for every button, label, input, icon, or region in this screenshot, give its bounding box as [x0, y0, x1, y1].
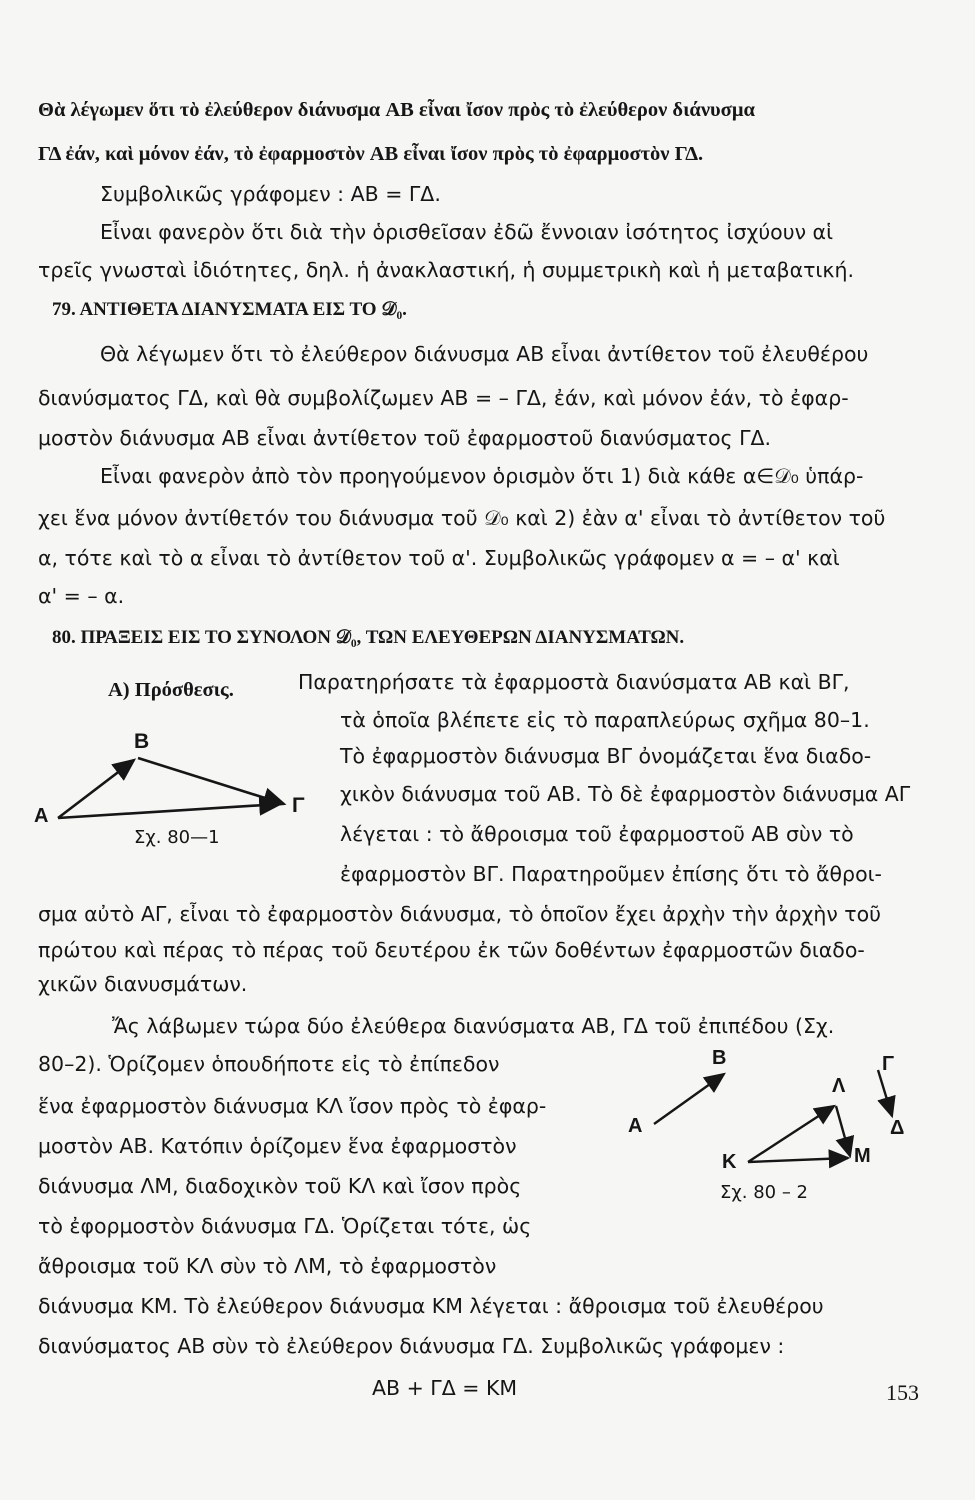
figure-caption: Σχ. 80—1	[134, 827, 220, 848]
label-g: Γ	[292, 794, 305, 817]
text-line: α, τότε καὶ τὸ α εἶναι τὸ ἀντίθετον τοῦ α'. Συμβολικῶς γράφομεν α = – α' καὶ	[38, 546, 840, 570]
vector-ab	[58, 760, 134, 818]
text-line: τὸ ἐφορμοστὸν διάνυσμα ΓΔ. Ὁρίζεται τότε, ὡς	[38, 1214, 532, 1238]
text-line: ἄθροισμα τοῦ ΚΛ σὺν τὸ ΛΜ, τὸ ἐφαρμοστὸν	[38, 1254, 497, 1278]
text-line: χικῶν διανυσμάτων.	[38, 972, 248, 996]
label-a: A	[34, 805, 49, 827]
figure-80-1	[30, 722, 330, 852]
label-b: B	[134, 730, 150, 753]
text-line: Ἄς λάβωμεν τώρα δύο ἐλεύθερα διανύσματα AB, ΓΔ τοῦ ἐπιπέδου (Σχ.	[112, 1014, 835, 1038]
text-line: μοστὸν AB. Κατόπιν ὁρίζομεν ἕνα ἐφαρμοστὸν	[38, 1134, 517, 1158]
section-heading-80: 80. ΠΡΑΞΕΙΣ ΕΙΣ ΤΟ ΣΥΝΟΛΟΝ 𝒟₀, ΤΩΝ ΕΛΕΥΘΕΡΩΝ ΔΙΑΝΥΣΜΑΤΩΝ.	[52, 627, 685, 648]
vector-km	[748, 1158, 848, 1162]
text-line: χει ἕνα μόνον ἀντίθετόν του διάνυσμα τοῦ 𝒟₀ καὶ 2) ἐὰν α' εἶναι τὸ ἀντίθετον τοῦ	[38, 506, 886, 530]
text-line: Παρατηρήσατε τὰ ἐφαρμοστὰ διανύσματα AB καὶ BΓ,	[298, 670, 850, 694]
text-line: 80–2). Ὁρίζομεν ὁπουδήποτε εἰς τὸ ἐπίπεδον	[38, 1052, 500, 1076]
label-b: B	[712, 1047, 727, 1069]
vector-gd	[878, 1070, 892, 1116]
text-line: μοστὸν διάνυσμα AB εἶναι ἀντίθετον τοῦ ἐφαρμοστοῦ διανύσματος ΓΔ.	[38, 426, 772, 450]
subsection-heading-addition: Α) Πρόσθεσις.	[108, 679, 234, 701]
figure-80-2	[620, 1040, 925, 1215]
text-line: ἕνα ἐφαρμοστὸν διάνυσμα ΚΛ ἴσον πρὸς τὸ ἐφαρ-	[38, 1094, 547, 1118]
label-k: K	[722, 1151, 737, 1173]
label-g: Γ	[882, 1053, 895, 1075]
text-line: διάνυσμα ΚΜ. Τὸ ἐλεύθερον διάνυσμα ΚΜ λέγεται : ἄθροισμα τοῦ ἐλευθέρου	[38, 1294, 824, 1318]
text-line: λέγεται : τὸ ἄθροισμα τοῦ ἐφαρμοστοῦ AB σὺν τὸ	[340, 822, 854, 846]
text-line: Θὰ λέγωμεν ὅτι τὸ ἐλεύθερον διάνυσμα AB εἶναι ἀντίθετον τοῦ ἐλευθέρου	[100, 342, 869, 366]
label-l: Λ	[832, 1075, 846, 1097]
text-line: ἐφαρμοστὸν BΓ. Παρατηροῦμεν ἐπίσης ὅτι τὸ ἄθροι-	[340, 862, 882, 886]
text-line: πρώτου καὶ πέρας τὸ πέρας τοῦ δευτέρου ἐκ τῶν δοθέντων ἐφαρμοστῶν διαδο-	[38, 938, 865, 962]
text-line: διάνυσμα ΛΜ, διαδοχικὸν τοῦ ΚΛ καὶ ἴσον πρὸς	[38, 1174, 522, 1198]
text-line: τὰ ὁποῖα βλέπετε εἰς τὸ παραπλεύρως σχῆμα 80–1.	[340, 708, 870, 732]
text-line: διανύσματος AB σὺν τὸ ἐλεύθερον διάνυσμα ΓΔ. Συμβολικῶς γράφομεν :	[38, 1334, 785, 1358]
vector-ag	[58, 804, 280, 818]
vector-lm	[836, 1106, 850, 1156]
text-line: Θὰ λέγωμεν ὅτι τὸ ἐλεύθερον διάνυσμα AB εἶναι ἴσον πρὸς τὸ ἐλεύθερον διάνυσμα	[38, 99, 755, 121]
text-line: σμα αὐτὸ AΓ, εἶναι τὸ ἐφαρμοστὸν διάνυσμα, τὸ ὁποῖον ἔχει ἀρχὴν τὴν ἀρχὴν τοῦ	[38, 902, 882, 926]
page-number: 153	[886, 1380, 919, 1405]
text-line: τρεῖς γνωσταὶ ἰδιότητες, δηλ. ἡ ἀνακλαστική, ἡ συμμετρικὴ καὶ ἡ μεταβατική.	[38, 258, 854, 282]
text-line: Συμβολικῶς γράφομεν : AB = ΓΔ.	[100, 182, 441, 206]
vector-bg	[138, 758, 284, 804]
text-line: Εἶναι φανερὸν ἀπὸ τὸν προηγούμενον ὁρισμὸν ὅτι 1) διὰ κάθε α∈𝒟₀ ὑπάρ-	[100, 464, 864, 488]
section-heading-79: 79. ΑΝΤΙΘΕΤΑ ΔΙΑΝΥΣΜΑΤΑ ΕΙΣ ΤΟ 𝒟₀.	[52, 299, 407, 320]
text-line: α' = – α.	[38, 584, 125, 608]
vector-kl	[748, 1106, 834, 1162]
label-d: Δ	[890, 1117, 905, 1139]
text-line: Εἶναι φανερὸν ὅτι διὰ τὴν ὁρισθεῖσαν ἐδῶ ἔννοιαν ἰσότητος ἰσχύουν αἱ	[100, 220, 834, 244]
vector-ab	[654, 1074, 724, 1124]
text-line: διανύσματος ΓΔ, καὶ θὰ συμβολίζωμεν AB = – ΓΔ, ἐάν, καὶ μόνον ἐάν, τὸ ἐφαρ-	[38, 386, 849, 410]
label-a: A	[628, 1115, 643, 1137]
figure-caption: Σχ. 80 – 2	[720, 1182, 809, 1203]
text-line: χικὸν διάνυσμα τοῦ AB. Τὸ δὲ ἐφαρμοστὸν διάνυσμα AΓ	[340, 782, 911, 806]
label-m: M	[854, 1145, 871, 1167]
text-line: Τὸ ἐφαρμοστὸν διάνυσμα BΓ ὀνομάζεται ἕνα διαδο-	[340, 744, 872, 768]
text-line: ΓΔ ἐάν, καὶ μόνον ἐάν, τὸ ἐφαρμοστὸν AB εἶναι ἴσον πρὸς τὸ ἐφαρμοστὸν ΓΔ.	[38, 143, 704, 165]
formula: AB + ΓΔ = ΚΜ	[372, 1376, 518, 1400]
